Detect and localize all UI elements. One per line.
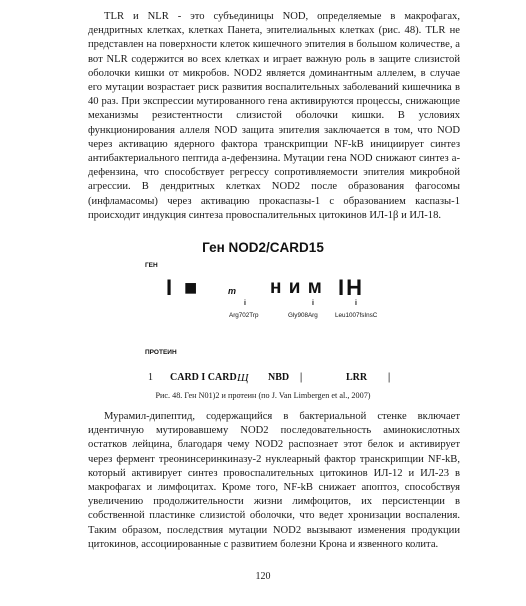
- protein-divider: |: [388, 372, 391, 383]
- figure-caption: Рис. 48. Ген N01)2 и протеин (по J. Van Limbergen et al., 2007): [155, 391, 371, 400]
- mutation-tick: i: [244, 300, 246, 307]
- figure-title: Ген NOD2/CARD15: [202, 240, 324, 255]
- protein-label: ПРОТЕИН: [145, 349, 177, 356]
- paragraph-intro: TLR и NLR - это субъединицы NOD, определяемые в макрофагах, дендритных клетках, клетках Панета, эпителиальных клетках (рис. 48). TLR не представлен на поверхности клеток кишечного эпителия в большом количестве, а вот NLR содержится во всех клетках и играет важную роль в защите слизистой оболочки кишки от микробов. NOD2 является доминантным аллелем, в случае его мутации возрастает риск развития воспалительных заболеваний кишечника в 40 раз. При экспрессии мутированного гена активируются процессы, снижающие механизмы резистентности слизистой оболочки кишки. В условиях функционирования аллеля NOD защита эпителия заключается в том, что NOD через активацию ядерного фактора транскрипции NF-kB инициирует синтез антибактериального пептида a-дефензина. Мутации гена NOD снижают синтез a-дефензина, что способствует регрессу сопротивляемости эпителия микробной агрессии. В дендритных клетках NOD2 после образования фагосомы (инфламасомы) через активацию прокаспазы-1 с образованием каспазы-1 происходит индукция синтеза провоспалительных цитокинов ИЛ-1β и ИЛ-18.: [88, 11, 460, 221]
- mutation-tick: i: [355, 300, 357, 307]
- protein-domain-lrr: LRR: [346, 372, 368, 383]
- protein-divider: |: [300, 372, 303, 383]
- gene-exon-end: IН: [338, 275, 364, 300]
- protein-domain-nbd: NBD: [268, 372, 290, 383]
- gene-exon-small: т: [228, 286, 237, 296]
- gene-label: ГЕН: [145, 262, 158, 269]
- mutation-label: Leu1007fsInsC: [335, 312, 378, 319]
- page-number: 120: [255, 571, 271, 582]
- protein-domain: Щ: [237, 372, 249, 384]
- mutation-label: Gly908Arg: [288, 312, 318, 319]
- paragraph-body: Мурамил-дипептид, содержащийся в бактериальной стенке включает идентичную мутировавшему NOD2 последовательность аминокислотных остатков лейцина, благодаря чему NOD2 распознает этот белок и активирует через фермент треонинсеринкиназу-2 нуклеарный фактор транскрипции NF-kB, который активирует синтез провоспалительных цитокинов ИЛ-12 и ИЛ-23 в макрофагах и лимфоцитах. Кроме того, NF-kB снижает апоптоз, способствуя увеличению продолжительности жизни лимфоцитов, их персистенции в собственной пластинке слизистой оболочки, что ведет хронизации воспаления. Таким образом, последствия мутации NOD2 вызывают изменения продукции цитокинов, ассоциированные с развитием болезни Крона и язвенного колита.: [88, 411, 460, 550]
- gene-exon-glyph: I: [166, 275, 173, 300]
- protein-domain-card: CARD I CARD: [170, 372, 237, 383]
- mutation-tick: i: [312, 300, 314, 307]
- mutation-label: Arg702Trp: [229, 312, 259, 319]
- gene-exon-block: ■: [184, 275, 198, 300]
- gene-exon-group: н и м: [270, 277, 323, 298]
- protein-domain: 1: [148, 372, 153, 383]
